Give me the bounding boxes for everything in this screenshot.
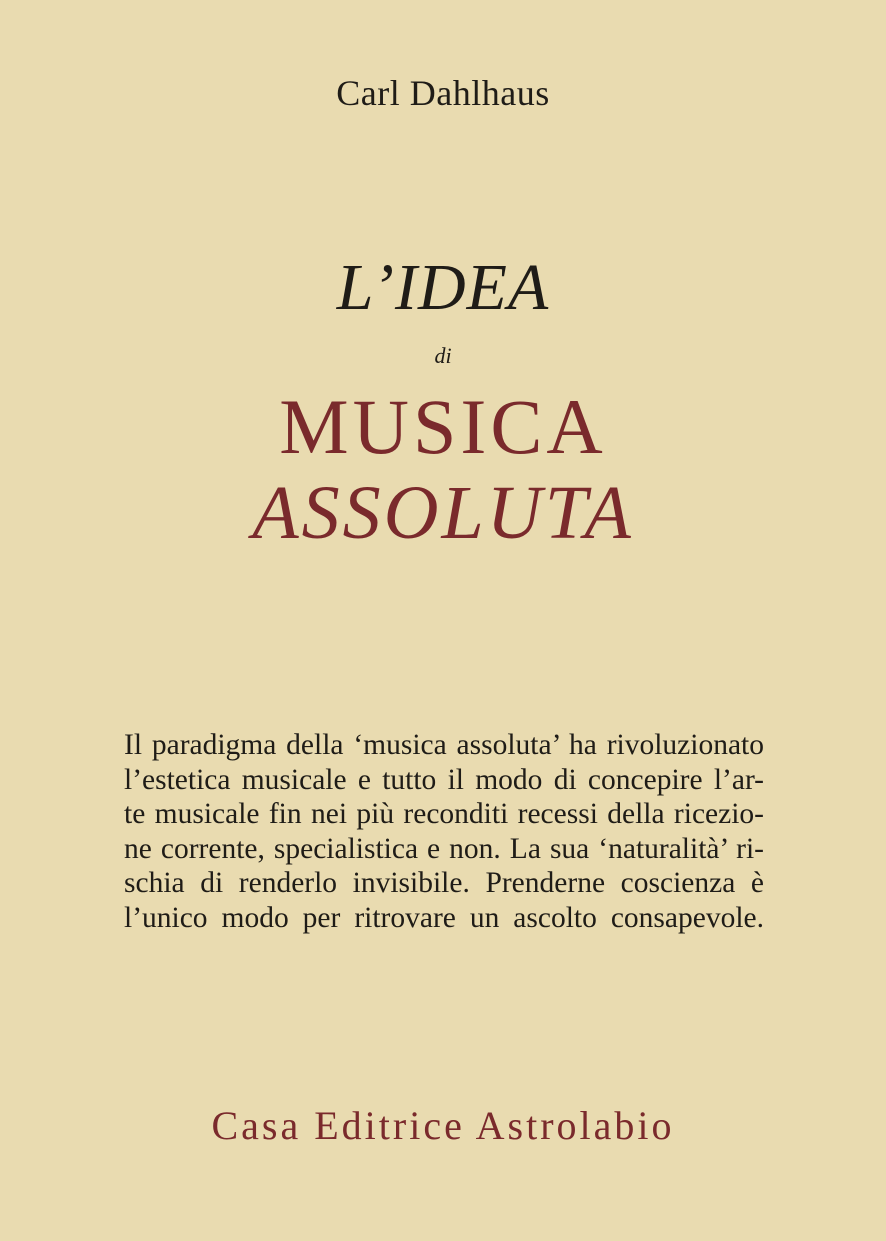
publisher-name: Casa Editrice Astrolabio xyxy=(211,1103,675,1148)
blurb-line: l’estetica musicale e tutto il modo di concepire l’ar- xyxy=(124,763,764,796)
author-name: Carl Dahlhaus xyxy=(336,73,550,113)
blurb-line: l’unico modo per ritrovare un ascolto consapevole. xyxy=(124,901,764,934)
blurb-text xyxy=(124,728,764,935)
title-line-assoluta: ASSOLUTA xyxy=(252,471,634,555)
blurb-line: Il paradigma della ‘musica assoluta’ ha rivoluzionato xyxy=(124,729,764,761)
blurb-line: schia di renderlo invisibile. Prenderne coscienza è xyxy=(124,867,764,899)
blurb-line: ne corrente, specialistica e non. La sua ‘naturalità’ ri- xyxy=(124,832,764,865)
title-line-musica: MUSICA xyxy=(279,383,607,470)
blurb-line: te musicale fin nei più reconditi recessi della ricezio- xyxy=(124,798,764,830)
title-connector-di: di xyxy=(434,343,452,368)
title-line-idea: L’IDEA xyxy=(336,251,550,324)
